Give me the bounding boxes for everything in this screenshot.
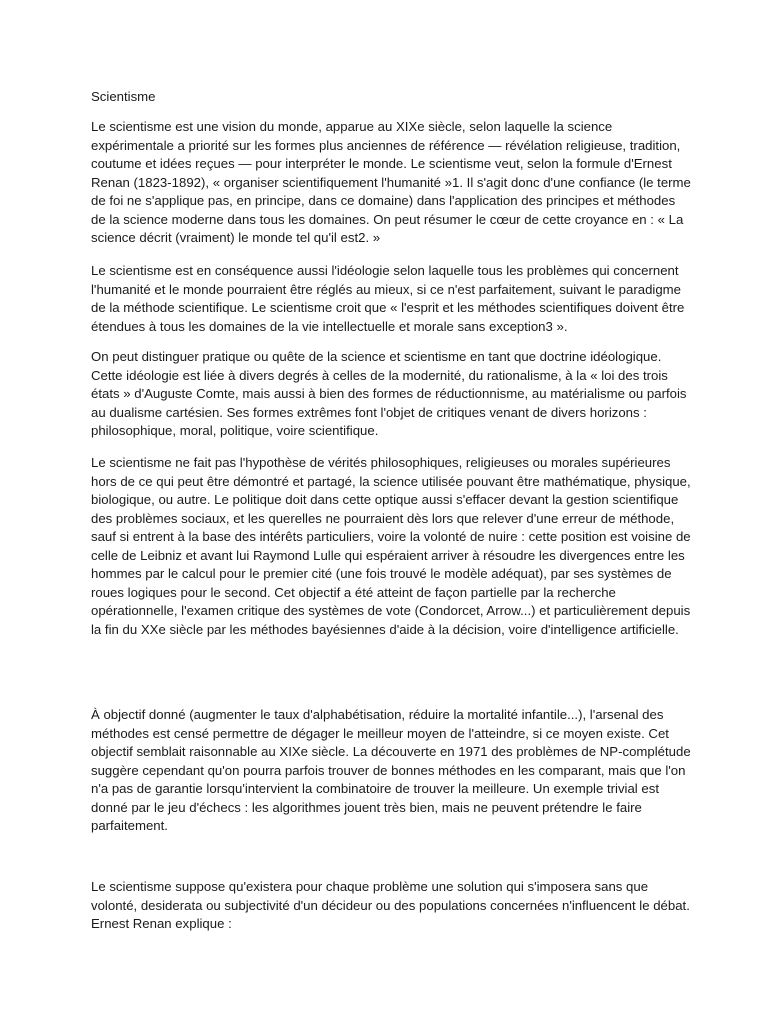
paragraph-1: Le scientisme est une vision du monde, apparue au XIXe siècle, selon laquelle la science expérimentale a priorité sur les formes plus anciennes de référence — révélation religieuse, tradition, coutume et idées reçues — pour interpréter le monde. Le scientisme veut, selon la formule d'Ernest Renan (1823-1892), « organiser scientifiquement l'humanité »1. Il s'agit donc d'une confiance (le terme de foi ne s'applique pas, en principe, dans ce domaine) dans l'application des principes et méthodes de la science moderne dans tous les domaines. On peut résumer le cœur de cette croyance en : « La science décrit (vraiment) le monde tel qu'il est2. »	[91, 119, 691, 245]
paragraph-3: On peut distinguer pratique ou quête de la science et scientisme en tant que doctrine idéologique. Cette idéologie est liée à divers degrés à celles de la modernité, du rationalisme, à la « loi des trois états » d'Auguste Comte, mais aussi à bien des formes de réductionnisme, au matérialisme ou parfois au dualisme cartésien. Ses formes extrêmes font l'objet de critiques venant de divers horizons : philosophique, moral, politique, voire scientifique.	[91, 349, 687, 438]
paragraph-4: Le scientisme ne fait pas l'hypothèse de vérités philosophiques, religieuses ou morales supérieures hors de ce qui peut être démontré et partagé, la science utilisée pouvant être mathématique, physique, biologique, ou autre. Le politique doit dans cette optique aussi s'effacer devant la gestion scientifique des problèmes sociaux, et les querelles ne pourraient dès lors que relever d'une erreur de méthode, sauf si entrent à la base des intérêts particuliers, voire la volonté de nuire : cette position est voisine de celle de Leibniz et avant lui Raymond Lulle qui espéraient arriver à résoudre les divergences entre les hommes par le calcul pour le premier cité (une fois trouvé le modèle adéquat), par ses systèmes de roues logiques pour le second. Cet objectif a été atteint de façon partielle par la recherche opérationnelle, l'examen critique des systèmes de vote (Condorcet, Arrow...) et particulièrement depuis la fin du XXe siècle par les méthodes bayésiennes d'aide à la décision, voire d'intelligence artificielle.	[91, 455, 691, 637]
document-title: Scientisme	[91, 89, 156, 104]
paragraph-2: Le scientisme est en conséquence aussi l'idéologie selon laquelle tous les problèmes qui concernent l'humanité et le monde pourraient être réglés au mieux, si ce n'est parfaitement, suivant le paradigme de la méthode scientifique. Le scientisme croit que « l'esprit et les méthodes scientifiques doivent être étendues à tous les domaines de la vie intellectuelle et morale sans exception3 ».	[91, 263, 685, 334]
paragraph-5: À objectif donné (augmenter le taux d'alphabétisation, réduire la mortalité infantile...), l'arsenal des méthodes est censé permettre de dégager le meilleur moyen de l'atteindre, si ce moyen existe. Cet objectif semblait raisonnable au XIXe siècle. La découverte en 1971 des problèmes de NP-complétude suggère cependant qu'on pourra parfois trouver de bonnes méthodes en les comparant, mais que l'on n'a pas de garantie lorsqu'intervient la combinatoire de trouver la meilleure. Un exemple trivial est donné par le jeu d'échecs : les algorithmes jouent très bien, mais ne peuvent prétendre le faire parfaitement.	[91, 707, 691, 833]
paragraph-6: Le scientisme suppose qu'existera pour chaque problème une solution qui s'imposera sans que volonté, desiderata ou subjectivité d'un décideur ou des populations concernées n'influencent le débat. Ernest Renan explique :	[91, 879, 690, 931]
